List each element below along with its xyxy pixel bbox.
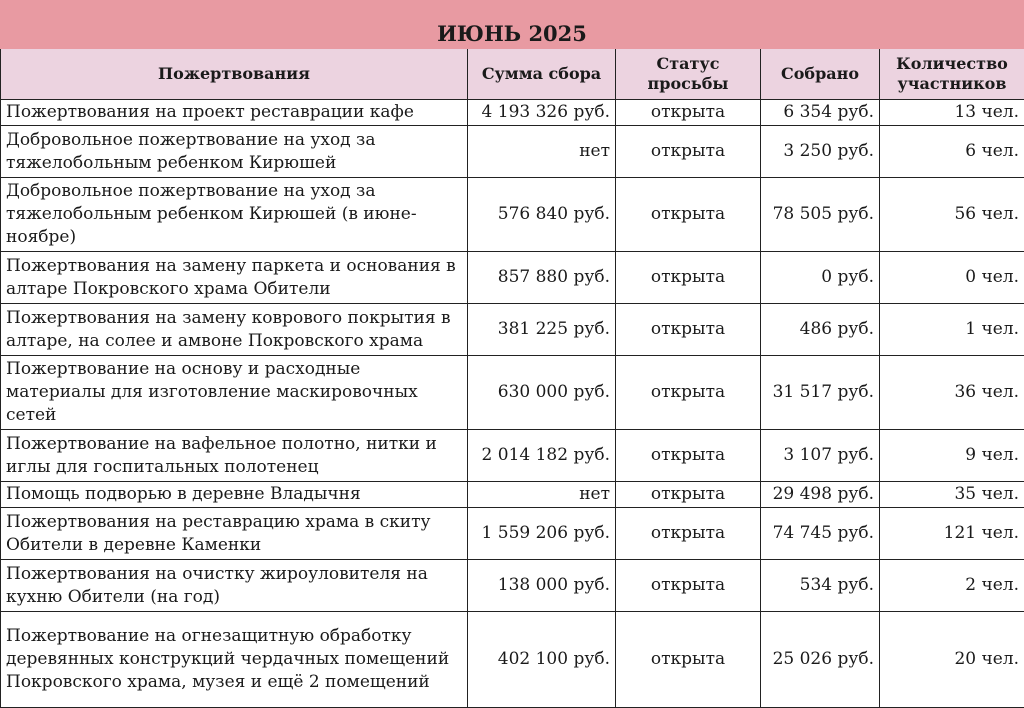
cell-status: открыта xyxy=(616,100,761,126)
header-name: Пожертвования xyxy=(1,49,468,100)
cell-collected: 486 руб. xyxy=(761,304,880,356)
cell-collected: 78 505 руб. xyxy=(761,178,880,252)
cell-goal: 576 840 руб. xyxy=(468,178,616,252)
donations-table xyxy=(0,49,1024,708)
header-goal: Сумма сбора xyxy=(468,49,616,100)
table-row xyxy=(1,100,1024,126)
table-row xyxy=(1,612,1024,708)
cell-goal: 630 000 руб. xyxy=(468,356,616,430)
cell-participants: 35 чел. xyxy=(880,482,1024,508)
cell-goal: 138 000 руб. xyxy=(468,560,616,612)
table-body xyxy=(1,100,1024,708)
header-status: Статус просьбы xyxy=(616,49,761,100)
cell-name: Добровольное пожертвование на уход за тяжелобольным ребенком Кирюшей (в июне-ноябре) xyxy=(1,178,468,252)
cell-name: Пожертвования на проект реставрации кафе xyxy=(1,100,468,126)
cell-status: открыта xyxy=(616,304,761,356)
cell-participants: 20 чел. xyxy=(880,612,1024,708)
table-row xyxy=(1,560,1024,612)
cell-name: Пожертвование на вафельное полотно, нитки и иглы для госпитальных полотенец xyxy=(1,430,468,482)
table-header xyxy=(1,49,1024,100)
cell-goal: 381 225 руб. xyxy=(468,304,616,356)
cell-collected: 6 354 руб. xyxy=(761,100,880,126)
cell-collected: 25 026 руб. xyxy=(761,612,880,708)
table-row xyxy=(1,430,1024,482)
cell-goal: нет xyxy=(468,482,616,508)
month-title: ИЮНЬ 2025 xyxy=(437,21,587,46)
cell-collected: 3 107 руб. xyxy=(761,430,880,482)
cell-participants: 9 чел. xyxy=(880,430,1024,482)
table-row xyxy=(1,482,1024,508)
cell-status: открыта xyxy=(616,482,761,508)
cell-status: открыта xyxy=(616,178,761,252)
cell-name: Пожертвование на огнезащитную обработку деревянных конструкций чердачных помещений Покровского храма, музея и ещё 2 помещений xyxy=(1,612,468,708)
cell-name: Добровольное пожертвование на уход за тяжелобольным ребенком Кирюшей xyxy=(1,126,468,178)
cell-status: открыта xyxy=(616,126,761,178)
table-row xyxy=(1,304,1024,356)
cell-goal: 1 559 206 руб. xyxy=(468,508,616,560)
cell-status: открыта xyxy=(616,612,761,708)
cell-collected: 534 руб. xyxy=(761,560,880,612)
cell-status: открыта xyxy=(616,430,761,482)
cell-status: открыта xyxy=(616,252,761,304)
table-title xyxy=(0,0,1024,49)
cell-goal: 402 100 руб. xyxy=(468,612,616,708)
cell-collected: 0 руб. xyxy=(761,252,880,304)
cell-name: Пожертвования на замену коврового покрытия в алтаре, на солее и амвоне Покровского храма xyxy=(1,304,468,356)
cell-name: Пожертвования на реставрацию храма в скиту Обители в деревне Каменки xyxy=(1,508,468,560)
cell-collected: 3 250 руб. xyxy=(761,126,880,178)
cell-goal: 2 014 182 руб. xyxy=(468,430,616,482)
cell-goal: нет xyxy=(468,126,616,178)
cell-name: Пожертвование на основу и расходные материалы для изготовление маскировочных сетей xyxy=(1,356,468,430)
cell-status: открыта xyxy=(616,560,761,612)
table-row xyxy=(1,252,1024,304)
table-row xyxy=(1,508,1024,560)
header-collected: Собрано xyxy=(761,49,880,100)
cell-name: Пожертвования на замену паркета и основания в алтаре Покровского храма Обители xyxy=(1,252,468,304)
cell-goal: 4 193 326 руб. xyxy=(468,100,616,126)
cell-collected: 74 745 руб. xyxy=(761,508,880,560)
table-row xyxy=(1,356,1024,430)
cell-collected: 29 498 руб. xyxy=(761,482,880,508)
cell-participants: 1 чел. xyxy=(880,304,1024,356)
cell-status: открыта xyxy=(616,508,761,560)
cell-participants: 0 чел. xyxy=(880,252,1024,304)
cell-goal: 857 880 руб. xyxy=(468,252,616,304)
cell-participants: 36 чел. xyxy=(880,356,1024,430)
table-row xyxy=(1,126,1024,178)
cell-participants: 6 чел. xyxy=(880,126,1024,178)
cell-participants: 121 чел. xyxy=(880,508,1024,560)
table-row xyxy=(1,178,1024,252)
header-row xyxy=(1,49,1024,100)
cell-name: Пожертвования на очистку жироуловителя на кухню Обители (на год) xyxy=(1,560,468,612)
cell-collected: 31 517 руб. xyxy=(761,356,880,430)
header-participants: Количество участников xyxy=(880,49,1024,100)
cell-name: Помощь подворью в деревне Владычня xyxy=(1,482,468,508)
cell-participants: 56 чел. xyxy=(880,178,1024,252)
cell-participants: 13 чел. xyxy=(880,100,1024,126)
cell-participants: 2 чел. xyxy=(880,560,1024,612)
cell-status: открыта xyxy=(616,356,761,430)
